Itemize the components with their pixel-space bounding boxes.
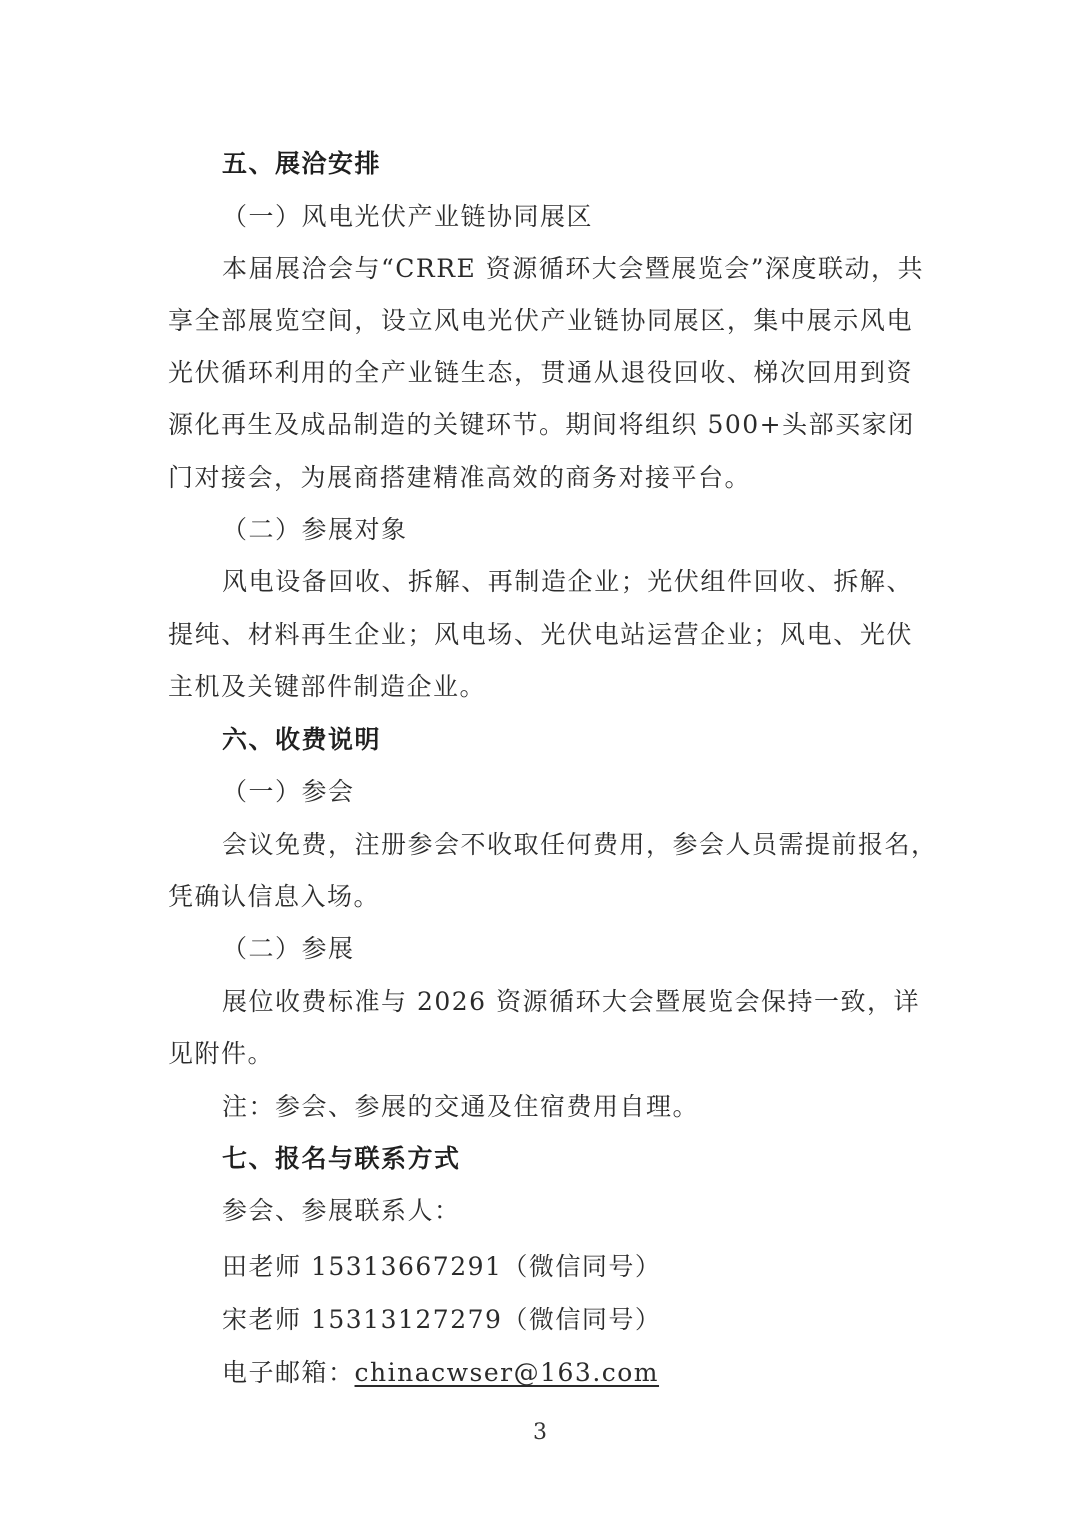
paragraph-line: 源化再生及成品制造的关键环节。期间将组织 500+头部买家闭 [168, 410, 915, 439]
section-5-heading: 五、展洽安排 [222, 149, 382, 178]
paragraph-line: 主机及关键部件制造企业。 [168, 672, 487, 701]
contact-song: 宋老师 15313127279（微信同号） [222, 1305, 662, 1334]
paragraph-line: 会议免费，注册参会不收取任何费用，参会人员需提前报名， [222, 830, 938, 859]
paragraph-line: 光伏循环利用的全产业链生态，贯通从退役回收、梯次回用到资 [168, 358, 913, 387]
paragraph-line: 门对接会，为展商搭建精准高效的商务对接平台。 [168, 463, 752, 492]
section-6-subheading-1: （一）参会 [222, 777, 355, 806]
section-6-note: 注：参会、参展的交通及住宿费用自理。 [222, 1092, 700, 1121]
section-6-subheading-2: （二）参展 [222, 934, 355, 963]
section-7-heading: 七、报名与联系方式 [222, 1144, 461, 1173]
paragraph-line: 享全部展览空间，设立风电光伏产业链协同展区，集中展示风电 [168, 306, 913, 335]
email-label: 电子邮箱： [222, 1358, 355, 1387]
section-6-heading: 六、收费说明 [222, 725, 382, 754]
paragraph-line: 本届展洽会与“CRRE 资源循环大会暨展览会”深度联动，共 [222, 254, 925, 283]
paragraph-line: 展位收费标准与 2026 资源循环大会暨展览会保持一致，详 [222, 987, 921, 1016]
paragraph-line: 凭确认信息入场。 [168, 882, 381, 911]
section-5-subheading-1: （一）风电光伏产业链协同展区 [222, 202, 594, 231]
paragraph-line: 提纯、材料再生企业；风电场、光伏电站运营企业；风电、光伏 [168, 620, 913, 649]
section-5-subheading-2: （二）参展对象 [222, 515, 408, 544]
contact-label: 参会、参展联系人： [222, 1196, 461, 1225]
email-line [222, 1355, 913, 1391]
paragraph-line: 风电设备回收、拆解、再制造企业；光伏组件回收、拆解、 [222, 567, 913, 596]
paragraph-line: 见附件。 [168, 1039, 275, 1068]
contact-tian: 田老师 15313667291（微信同号） [222, 1252, 662, 1281]
page-number: 3 [533, 1420, 547, 1445]
email-link[interactable]: chinacwser@163.com [354, 1358, 660, 1387]
